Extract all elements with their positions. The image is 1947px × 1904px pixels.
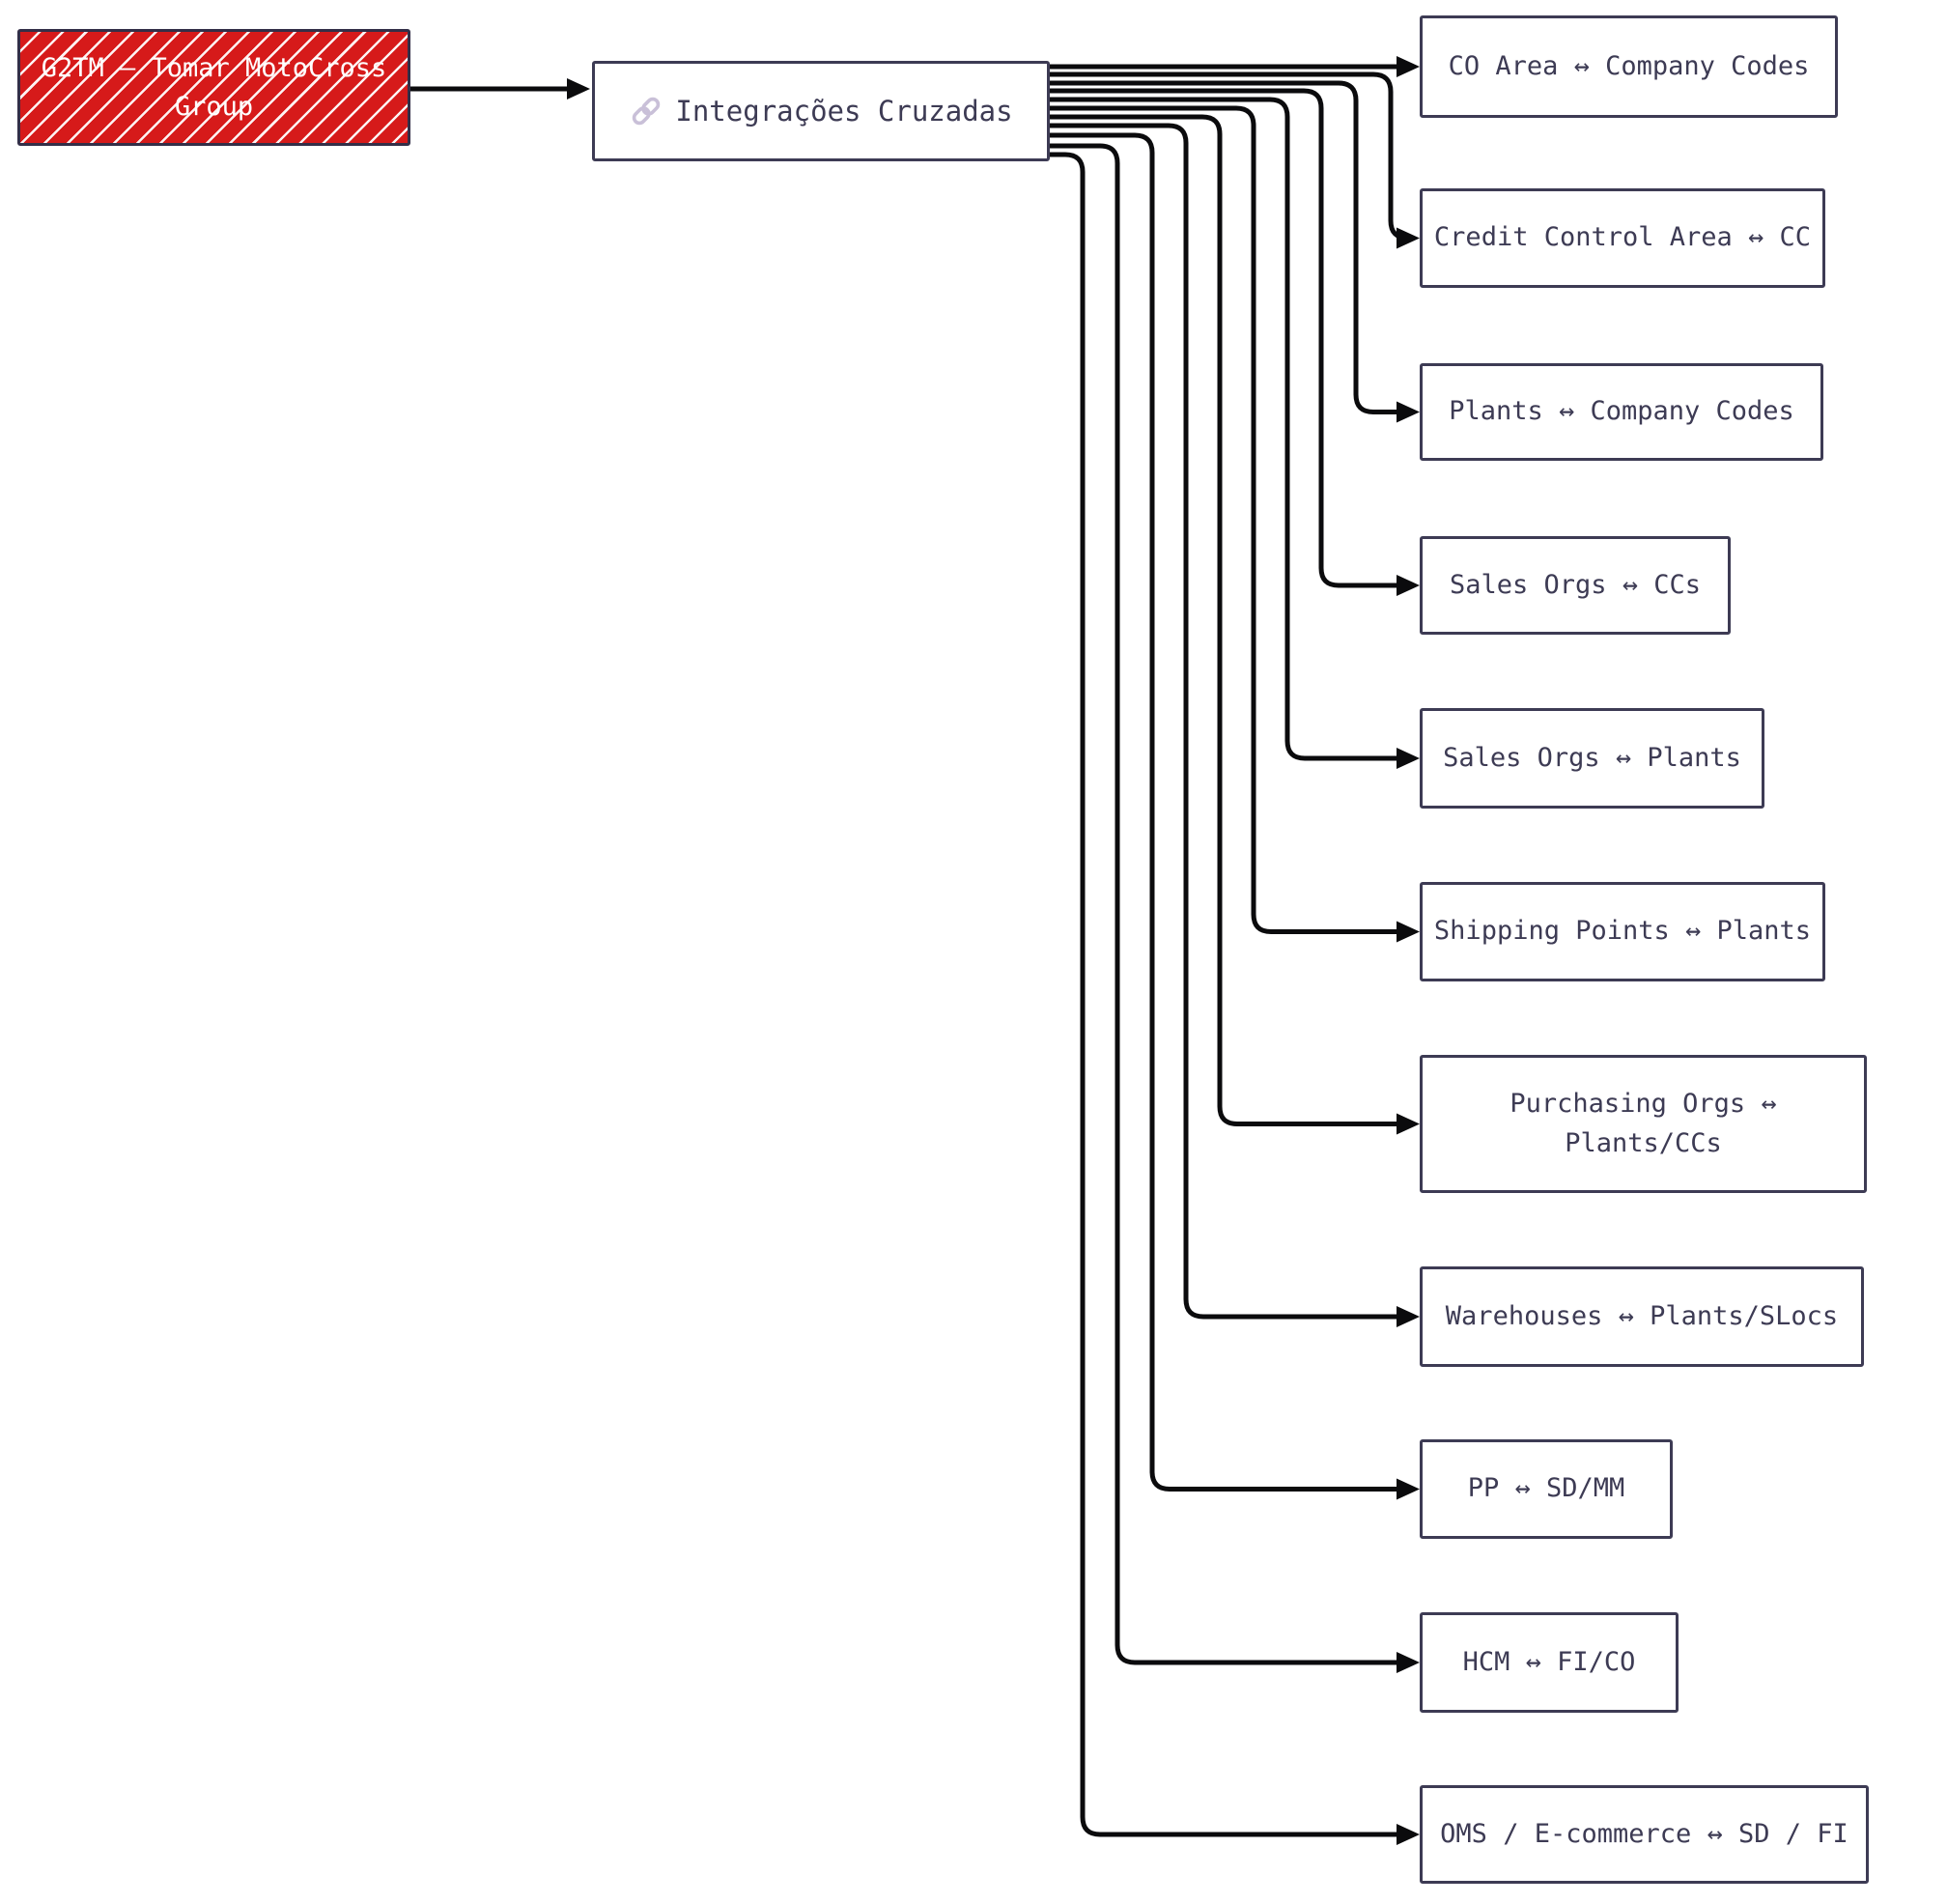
arrowhead bbox=[1397, 1652, 1420, 1673]
target-node-label: Sales Orgs ↔ Plants bbox=[1443, 742, 1741, 773]
arrowhead bbox=[1397, 1479, 1420, 1500]
target-node[interactable] bbox=[1420, 882, 1825, 981]
root-node-label: G2TM — Tomar MotoCross Group bbox=[41, 53, 387, 122]
arrowhead bbox=[1397, 56, 1420, 77]
arrowhead bbox=[1397, 748, 1420, 769]
target-node[interactable] bbox=[1420, 363, 1823, 461]
target-node-label: HCM ↔ FI/CO bbox=[1462, 1646, 1636, 1677]
arrowhead bbox=[1397, 1114, 1420, 1135]
target-node[interactable] bbox=[1420, 1785, 1869, 1884]
target-node[interactable] bbox=[1420, 15, 1838, 118]
arrowhead bbox=[567, 78, 590, 99]
arrowhead bbox=[1397, 1824, 1420, 1845]
target-node[interactable] bbox=[1420, 1266, 1864, 1367]
target-node-label: CO Area ↔ Company Codes bbox=[1448, 50, 1810, 81]
target-node[interactable] bbox=[1420, 1612, 1679, 1713]
connector-line bbox=[1050, 126, 1397, 1317]
connector-line bbox=[1050, 83, 1397, 412]
target-node[interactable] bbox=[1420, 1439, 1673, 1539]
target-node-label: OMS / E-commerce ↔ SD / FI bbox=[1440, 1818, 1848, 1849]
target-node[interactable] bbox=[1420, 708, 1764, 809]
connector-line bbox=[1050, 99, 1397, 758]
connector-line bbox=[1050, 146, 1397, 1662]
hub-node-label: Integrações Cruzadas bbox=[675, 95, 1013, 128]
target-node-label: Plants ↔ Company Codes bbox=[1449, 396, 1794, 427]
arrowhead bbox=[1397, 575, 1420, 596]
connector-line bbox=[1050, 135, 1397, 1490]
connector-line bbox=[1050, 155, 1397, 1834]
connector-line bbox=[1050, 108, 1397, 932]
arrowhead bbox=[1397, 228, 1420, 249]
target-node[interactable] bbox=[1420, 536, 1731, 635]
target-node[interactable] bbox=[1420, 188, 1825, 288]
arrowhead bbox=[1397, 1306, 1420, 1327]
connector-line bbox=[1050, 117, 1397, 1124]
target-node-label: Warehouses ↔ Plants/SLocs bbox=[1445, 1300, 1839, 1331]
target-node-label: Credit Control Area ↔ CC bbox=[1433, 222, 1812, 253]
target-node-label: Shipping Points ↔ Plants bbox=[1433, 916, 1812, 947]
arrowhead bbox=[1397, 402, 1420, 423]
arrowhead bbox=[1397, 922, 1420, 943]
target-node-label: Purchasing Orgs ↔ Plants/CCs bbox=[1510, 1089, 1777, 1158]
hub-node[interactable] bbox=[592, 61, 1050, 161]
link-icon bbox=[629, 94, 663, 128]
target-node-label: Sales Orgs ↔ CCs bbox=[1449, 569, 1702, 600]
target-node[interactable] bbox=[1420, 1055, 1867, 1193]
connector-line bbox=[1050, 91, 1397, 585]
root-node[interactable] bbox=[17, 29, 410, 146]
target-node-label: PP ↔ SD/MM bbox=[1467, 1473, 1625, 1504]
